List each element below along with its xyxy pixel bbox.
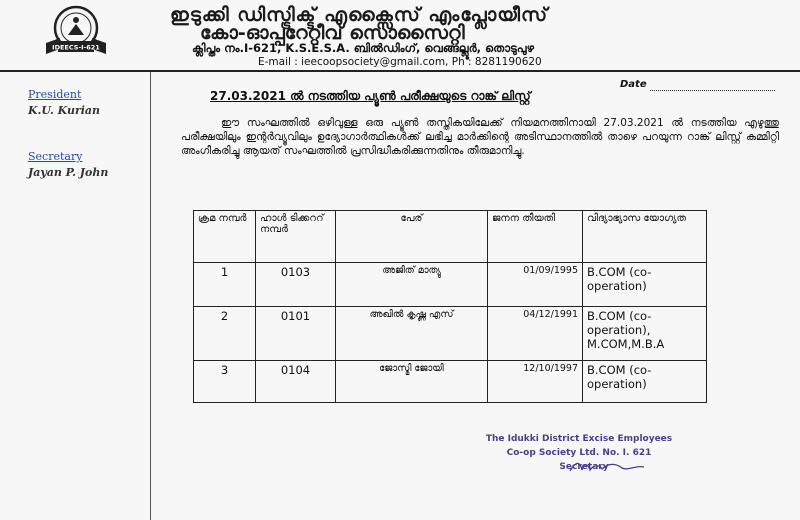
cell-dob: 12/10/1997 [488,361,583,403]
body-paragraph [181,116,779,158]
cell-hall-ticket: 0101 [256,307,336,361]
seal-line2: Co-op Society Ltd. No. I. 621 [506,448,652,458]
president-block [28,88,100,117]
cell-dob: 01/09/1995 [488,263,583,307]
header-dob: ജനന തീയതി [488,211,583,263]
cell-hall-ticket: 0103 [256,263,336,307]
header-qualification: വിദ്യാഭ്യാസ യോഗ്യത [583,211,707,263]
rank-list-table [193,210,707,403]
registration-address: ക്ലിപ്തം നം.I-621, K.S.E.S.A. ബിൽഡിംഗ്, വെങ്ങല്ലൂർ, തൊടുപുഴ [192,41,534,55]
cell-dob: 04/12/1991 [488,307,583,361]
cell-name: അഖിൽ കൃഷ്ണ എസ് [336,307,488,361]
society-logo [40,5,112,55]
cell-name: അജിത് മാത്യു [336,263,488,307]
cell-name: ജോസ്മി ജോയി [336,361,488,403]
header-name: പേര് [336,211,488,263]
header-rank: ക്രമ നമ്പർ [194,211,256,263]
cell-qualification: B.COM (co-operation), M.COM,M.B.A [583,307,707,361]
table-row [194,307,707,361]
president-name: K.U. Kurian [28,104,101,117]
cell-qualification: B.COM (co-operation) [583,263,707,307]
cell-rank: 2 [194,307,256,361]
date-line [650,90,775,91]
cell-rank: 1 [194,263,256,307]
cell-hall-ticket: 0104 [256,361,336,403]
document-title: 27.03.2021 ൽ നടത്തിയ പ്യൂൺ പരീക്ഷയുടെ റാങ്ക് ലിസ്റ്റ് [210,89,531,103]
seal-line3: Secretary [559,462,609,472]
secretary-title: Secretary [28,150,83,163]
contact-info: E-mail : ieecoopsociety@gmail.com, Ph : 8281190620 [258,56,542,68]
secretary-block [28,150,108,179]
body-text: ഈ സംഘത്തിൽ ഒഴിവുള്ള ഒരു പ്യൂൺ തസ്തികയിലേക്ക് നിയമനത്തിനായി 27.03.2021 ൽ നടത്തിയ എഴുത്തു പരീക്ഷയിലും ഇന്റർവ്യൂവിലും ഉദ്യോഗാർത്ഥികൾക്ക് ലഭിച്ച മാർക്കിന്റെ അടിസ്ഥാനത്തിൽ താഴെ പറയുന്ന റാങ്ക് ലിസ്റ്റ് കമ്മിറ്റി അംഗീകരിച്ചു ആയത് സംഘത്തിൽ പ്രസിദ്ധീകരിക്കുന്നതിനും തീരുമാനിച്ചു. [181,117,779,157]
secretary-name: Jayan P. John [28,166,109,179]
table-row [194,263,707,307]
seal-line1: The Idukki District Excise Employees [485,434,673,444]
president-title: President [28,88,82,101]
date-label: Date [620,79,647,90]
cell-qualification: B.COM (co-operation) [583,361,707,403]
cell-rank: 3 [194,361,256,403]
table-header-row [194,211,707,263]
margin-line [150,72,151,520]
table-row [194,361,707,403]
header-hall-ticket: ഹാൾ ടിക്കററ് നമ്പർ [256,211,336,263]
secretary-signature [566,459,656,475]
org-name-line1: ഇടുക്കി ഡിസ്ട്രിക്ട് എക്സൈസ് എംപ്ലോയീസ് [170,4,549,26]
header-divider [0,70,800,72]
logo-text: IDEECS-I-621 [52,43,100,52]
org-name-line2: കോ-ഓപ്പറേറ്റീവ് സൊസൈറ്റി [200,22,465,44]
